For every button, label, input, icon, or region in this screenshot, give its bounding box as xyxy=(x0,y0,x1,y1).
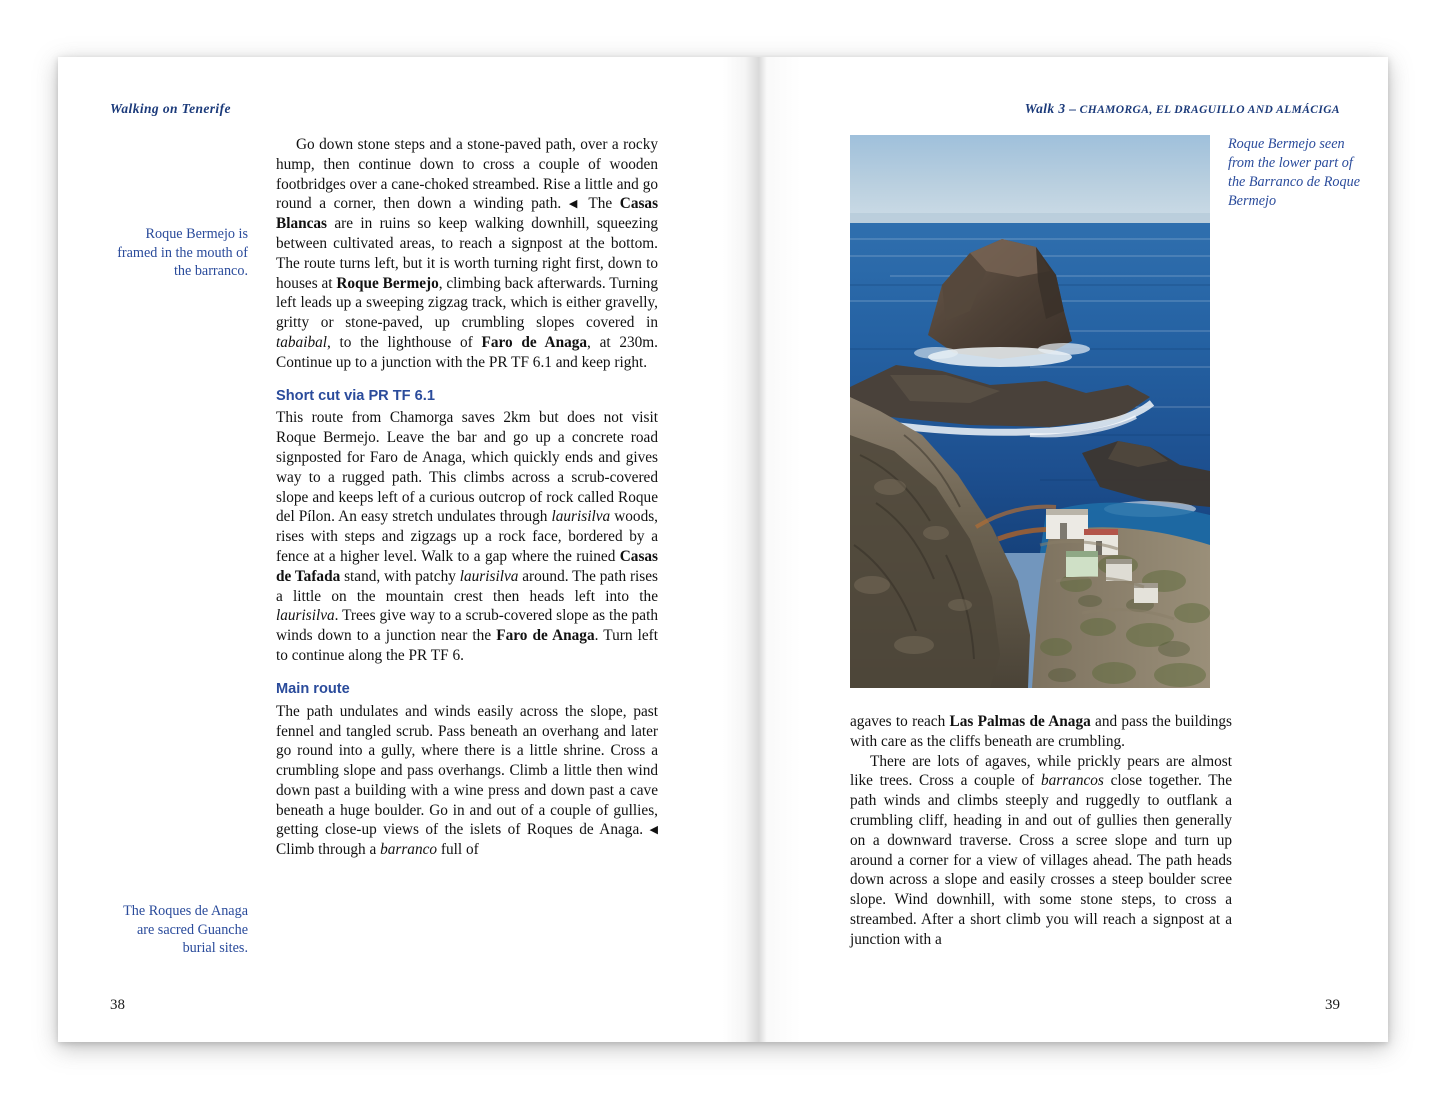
page-right xyxy=(758,57,1388,1042)
paragraph-agaves: There are lots of agaves, while prickly pears are almost like trees. Cross a couple of barrancos close together. The path winds and climbs steeply and ruggedly to outflank a crumbling cliff, heading in and out of gullies then generally on a downward traverse. Cross a scree slope and turn up around a corner for a view of villages ahead. The path heads down across a slope and easily crosses a steep boulder scree slope. Wind downhill, with some stone steps, to cross a streambed. After a short climb you will reach a signpost at a junction with a xyxy=(850,752,1232,948)
subheading-main-route: Main route xyxy=(276,680,350,697)
running-head-left: Walking on Tenerife xyxy=(110,101,231,116)
sidenote-roque-bermejo: Roque Bermejo is framed in the mouth of the barranco. xyxy=(117,226,248,280)
subheading-short-cut: Short cut via PR TF 6.1 xyxy=(276,387,435,404)
paragraph-short-cut: This route from Chamorga saves 2km but does not visit Roque Bermejo. Leave the bar and go up a concrete road signposted for Faro de Anaga, which quickly ends and gives way to a rugged path. This climbs across a scrub-covered slope and keeps left of a curious outcrop of rock called Roque del Pílon. An easy stretch undulates through laurisilva woods, rises with steps and zigzags up a rock face, bordered by a fence at a higher level. Walk to a gap where the ruined Casas de Tafada stand, with patchy laurisilva around. The path rises a little on the mountain crest then heads left into the laurisilva. Trees give way to a scrub-covered slope as the path winds down to a junction near the Faro de Anaga. Turn left to continue along the PR TF 6. xyxy=(276,409,659,665)
right-column-body xyxy=(850,712,1232,950)
paragraph-las-palmas: agaves to reach Las Palmas de Anaga and pass the buildings with care as the cliffs beneath are crumbling. xyxy=(850,713,1232,750)
paragraph-casas-blancas: Go down stone steps and a stone-paved path, over a rocky hump, then continue down to cross a couple of wooden footbridges over a cane-choked streambed. Rise a little and go round a corner, then down a winding path. ◀ The Casas Blancas are in ruins so keep walking downhill, squeezing between cultivated areas, to reach a signpost at the bottom. The route turns left, but it is worth turning right first, down to houses at Roque Bermejo, climbing back afterwards. Turning left leads up a sweeping zigzag track, which is either gravelly, gritty or stone-paved, up crumbling slopes covered in tabaibal, to the lighthouse of Faro de Anaga, at 230m. Continue up to a junction with the PR TF 6.1 and keep right. xyxy=(276,136,659,371)
left-column-body xyxy=(276,135,658,860)
running-head-right: Walk 3 – CHAMORGA, EL DRAGUILLO AND ALMÁCIGA xyxy=(1024,101,1340,116)
photo-roque-bermejo xyxy=(850,135,1210,688)
photo-caption: Roque Bermejo seen from the lower part of the Barranco de Roque Bermejo xyxy=(1228,136,1360,210)
page-left xyxy=(58,57,758,1042)
paragraph-main-route: The path undulates and winds easily across the slope, past fennel and tangled scrub. Pass beneath an overhang and later go round into a gully, where there is a little shrine. Cross a crumbling slope and pass overhangs. Climb a little then wind down past a building with a wine press and down past a cave beneath a huge boulder. Go in and out of a couple of gullies, getting close-up views of the islets of Roques de Anaga. ◀ Climb through a barranco full of xyxy=(276,702,658,859)
open-book-spread xyxy=(58,57,1388,1042)
page-number-left: 38 xyxy=(110,997,125,1013)
sidenote-roques-de-anaga: The Roques de Anaga are sacred Guanche burial sites. xyxy=(123,903,248,957)
photo-illustration xyxy=(850,135,1210,688)
page-number-right: 39 xyxy=(1325,997,1340,1013)
